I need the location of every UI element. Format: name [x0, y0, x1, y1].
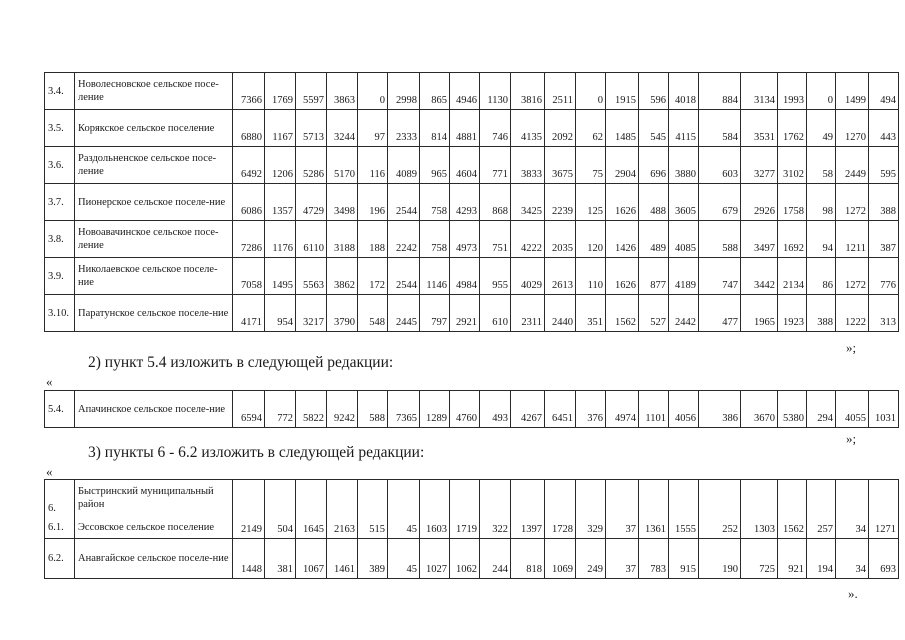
value-cell: 6451: [545, 391, 576, 428]
value-cell: 9242: [327, 391, 358, 428]
value-cell: 120: [576, 221, 606, 258]
value-cell: 3670: [741, 391, 778, 428]
value-cell: 110: [576, 258, 606, 295]
closing-quote: »;: [846, 431, 857, 446]
value-cell: 877: [639, 258, 669, 295]
value-cell: 504: [265, 517, 296, 539]
value-cell: 1485: [606, 110, 639, 147]
value-cell: 493: [480, 391, 511, 428]
value-cell: 58: [807, 147, 836, 184]
value-cell: 693: [869, 539, 899, 579]
value-cell: 386: [699, 391, 741, 428]
settlement-name: Корякское сельское поселение: [75, 110, 233, 147]
value-cell: 1270: [836, 110, 869, 147]
value-cell: 1062: [450, 539, 480, 579]
value-cell: 3217: [296, 295, 327, 332]
value-cell: 4056: [669, 391, 699, 428]
value-cell: 98: [807, 184, 836, 221]
value-cell: 4293: [450, 184, 480, 221]
value-cell: 1993: [778, 73, 807, 110]
value-cell: 2998: [388, 73, 420, 110]
value-cell: 1222: [836, 295, 869, 332]
value-cell: 4881: [450, 110, 480, 147]
value-cell: 1067: [296, 539, 327, 579]
value-cell: 747: [699, 258, 741, 295]
value-cell: 3833: [511, 147, 545, 184]
value-cell: 4604: [450, 147, 480, 184]
value-cell: 2149: [233, 517, 265, 539]
value-cell: 3497: [741, 221, 778, 258]
value-cell: 2926: [741, 184, 778, 221]
value-cell: 294: [807, 391, 836, 428]
value-cell: 2921: [450, 295, 480, 332]
value-cell: 1272: [836, 258, 869, 295]
value-cell: 3531: [741, 110, 778, 147]
paragraph-heading-3: 3) пункты 6 - 6.2 изложить в следующей редакции:: [88, 444, 425, 461]
row-number: 3.6.: [45, 147, 75, 184]
value-cell: 2333: [388, 110, 420, 147]
value-cell: 443: [869, 110, 899, 147]
value-cell: 610: [480, 295, 511, 332]
value-cell: 3880: [669, 147, 699, 184]
value-cell: 4029: [511, 258, 545, 295]
row-number: 6.2.: [45, 539, 75, 579]
value-cell: 1762: [778, 110, 807, 147]
value-cell: 116: [358, 147, 388, 184]
value-cell: 2311: [511, 295, 545, 332]
value-cell: 776: [869, 258, 899, 295]
value-cell: 5286: [296, 147, 327, 184]
value-cell: 1626: [606, 258, 639, 295]
value-cell: 1069: [545, 539, 576, 579]
value-cell: 548: [358, 295, 388, 332]
value-cell: 388: [869, 184, 899, 221]
value-cell: 376: [576, 391, 606, 428]
value-cell: 1146: [420, 258, 450, 295]
value-cell: 196: [358, 184, 388, 221]
value-cell: 489: [639, 221, 669, 258]
value-cell: 1965: [741, 295, 778, 332]
value-cell: 45: [388, 517, 420, 539]
row-number: 3.8.: [45, 221, 75, 258]
settlement-name: Анавгайское сельское поселе-ние: [75, 539, 233, 579]
value-cell: 3862: [327, 258, 358, 295]
table-row: [45, 480, 899, 517]
value-cell: 5713: [296, 110, 327, 147]
value-cell: 3605: [669, 184, 699, 221]
row-number: 3.4.: [45, 73, 75, 110]
value-cell: 6492: [233, 147, 265, 184]
table-row: [45, 184, 899, 221]
settlement-name: Паратунское сельское поселе-ние: [75, 295, 233, 332]
value-cell: 1562: [778, 517, 807, 539]
value-cell: 3188: [327, 221, 358, 258]
value-cell: 3277: [741, 147, 778, 184]
value-cell: 865: [420, 73, 450, 110]
value-cell: 751: [480, 221, 511, 258]
value-cell: 545: [639, 110, 669, 147]
value-cell: 1645: [296, 517, 327, 539]
value-cell: 7286: [233, 221, 265, 258]
value-cell: 1461: [327, 539, 358, 579]
value-cell: 746: [480, 110, 511, 147]
value-cell: 758: [420, 184, 450, 221]
value-cell: 1448: [233, 539, 265, 579]
value-cell: 1176: [265, 221, 296, 258]
value-cell: 5597: [296, 73, 327, 110]
value-cell: 257: [807, 517, 836, 539]
value-cell: 679: [699, 184, 741, 221]
value-cell: 4189: [669, 258, 699, 295]
settlement-name: Николаевское сельское поселе-ние: [75, 258, 233, 295]
row-number: 5.4.: [45, 391, 75, 428]
settlement-name: Новолесновское сельское посе-ление: [75, 73, 233, 110]
value-cell: 7366: [233, 73, 265, 110]
value-cell: 45: [388, 539, 420, 579]
value-cell: 34: [836, 539, 869, 579]
value-cell: 954: [265, 295, 296, 332]
value-cell: 4018: [669, 73, 699, 110]
value-cell: 190: [699, 539, 741, 579]
value-cell: 494: [869, 73, 899, 110]
value-cell: 4760: [450, 391, 480, 428]
value-cell: 1758: [778, 184, 807, 221]
value-cell: 603: [699, 147, 741, 184]
value-cell: 6594: [233, 391, 265, 428]
value-cell: 1130: [480, 73, 511, 110]
value-cell: 1562: [606, 295, 639, 332]
value-cell: 4171: [233, 295, 265, 332]
value-cell: 596: [639, 73, 669, 110]
value-cell: 527: [639, 295, 669, 332]
value-cell: 1271: [869, 517, 899, 539]
opening-quote: «: [46, 374, 53, 389]
value-cell: 75: [576, 147, 606, 184]
settlement-name: Апачинское сельское поселе-ние: [75, 391, 233, 428]
value-cell: 1915: [606, 73, 639, 110]
value-cell: 588: [358, 391, 388, 428]
value-cell: 2442: [669, 295, 699, 332]
table-row: [45, 147, 899, 184]
row-number: 6.: [45, 480, 75, 517]
value-cell: 1211: [836, 221, 869, 258]
value-cell: 97: [358, 110, 388, 147]
value-cell: 5170: [327, 147, 358, 184]
value-cell: 772: [265, 391, 296, 428]
value-cell: 1719: [450, 517, 480, 539]
table-row: [45, 517, 899, 539]
value-cell: 4973: [450, 221, 480, 258]
table-row: [45, 73, 899, 110]
value-cell: 94: [807, 221, 836, 258]
value-cell: 3102: [778, 147, 807, 184]
value-cell: 2440: [545, 295, 576, 332]
value-cell: 797: [420, 295, 450, 332]
value-cell: 1206: [265, 147, 296, 184]
paragraph-heading-2: 2) пункт 5.4 изложить в следующей редакции:: [88, 354, 394, 371]
value-cell: 3816: [511, 73, 545, 110]
value-cell: 86: [807, 258, 836, 295]
value-cell: 351: [576, 295, 606, 332]
value-cell: 1769: [265, 73, 296, 110]
settlement-name: Пионерское сельское поселе-ние: [75, 184, 233, 221]
value-cell: 588: [699, 221, 741, 258]
table-row: [45, 221, 899, 258]
value-cell: 4089: [388, 147, 420, 184]
value-cell: 3425: [511, 184, 545, 221]
value-cell: 3134: [741, 73, 778, 110]
value-cell: 1031: [869, 391, 899, 428]
value-cell: 4115: [669, 110, 699, 147]
value-cell: 3675: [545, 147, 576, 184]
value-cell: 188: [358, 221, 388, 258]
closing-quote: »;: [846, 340, 857, 355]
value-cell: 1272: [836, 184, 869, 221]
value-cell: 1167: [265, 110, 296, 147]
value-cell: 4135: [511, 110, 545, 147]
value-cell: 388: [807, 295, 836, 332]
value-cell: 329: [576, 517, 606, 539]
value-cell: 1101: [639, 391, 669, 428]
value-cell: 595: [869, 147, 899, 184]
value-cell: 758: [420, 221, 450, 258]
value-cell: 389: [358, 539, 388, 579]
value-cell: 3442: [741, 258, 778, 295]
settlement-name: Эссовское сельское поселение: [75, 517, 233, 539]
row-number: 3.10.: [45, 295, 75, 332]
row-number: 6.1.: [45, 517, 75, 539]
value-cell: 1728: [545, 517, 576, 539]
value-cell: 477: [699, 295, 741, 332]
value-cell: 4984: [450, 258, 480, 295]
settlements-table-section-6: [44, 479, 899, 579]
value-cell: 1397: [511, 517, 545, 539]
value-cell: 62: [576, 110, 606, 147]
value-cell: 7365: [388, 391, 420, 428]
district-name: Быстринский муниципальный район: [75, 480, 233, 517]
value-cell: 1289: [420, 391, 450, 428]
value-cell: 771: [480, 147, 511, 184]
value-cell: 4729: [296, 184, 327, 221]
value-cell: 2163: [327, 517, 358, 539]
value-cell: 249: [576, 539, 606, 579]
value-cell: 313: [869, 295, 899, 332]
value-cell: 915: [669, 539, 699, 579]
value-cell: 5380: [778, 391, 807, 428]
value-cell: 868: [480, 184, 511, 221]
value-cell: 381: [265, 539, 296, 579]
value-cell: 322: [480, 517, 511, 539]
value-cell: 2242: [388, 221, 420, 258]
value-cell: 884: [699, 73, 741, 110]
value-cell: 965: [420, 147, 450, 184]
value-cell: 2544: [388, 258, 420, 295]
value-cell: 4946: [450, 73, 480, 110]
value-cell: 2445: [388, 295, 420, 332]
value-cell: 1603: [420, 517, 450, 539]
settlement-name: Новоавачинское сельское посе-ление: [75, 221, 233, 258]
value-cell: 1361: [639, 517, 669, 539]
value-cell: 1426: [606, 221, 639, 258]
value-cell: 1626: [606, 184, 639, 221]
value-cell: 2544: [388, 184, 420, 221]
settlements-table-section-5: [44, 390, 899, 428]
value-cell: 3790: [327, 295, 358, 332]
value-cell: 2092: [545, 110, 576, 147]
value-cell: 921: [778, 539, 807, 579]
value-cell: 1923: [778, 295, 807, 332]
settlement-name: Раздольненское сельское посе-ление: [75, 147, 233, 184]
value-cell: 955: [480, 258, 511, 295]
value-cell: 1357: [265, 184, 296, 221]
value-cell: 3863: [327, 73, 358, 110]
table-row: [45, 110, 899, 147]
value-cell: 814: [420, 110, 450, 147]
value-cell: 172: [358, 258, 388, 295]
value-cell: 252: [699, 517, 741, 539]
opening-quote: «: [46, 464, 53, 479]
table-row: [45, 391, 899, 428]
row-number: 3.7.: [45, 184, 75, 221]
value-cell: 4267: [511, 391, 545, 428]
value-cell: 783: [639, 539, 669, 579]
value-cell: 387: [869, 221, 899, 258]
value-cell: 6880: [233, 110, 265, 147]
table-row: [45, 539, 899, 579]
value-cell: 2613: [545, 258, 576, 295]
value-cell: 0: [358, 73, 388, 110]
value-cell: 4055: [836, 391, 869, 428]
value-cell: 4085: [669, 221, 699, 258]
value-cell: 584: [699, 110, 741, 147]
value-cell: 3244: [327, 110, 358, 147]
value-cell: 1495: [265, 258, 296, 295]
value-cell: 34: [836, 517, 869, 539]
value-cell: 194: [807, 539, 836, 579]
value-cell: 125: [576, 184, 606, 221]
value-cell: 2239: [545, 184, 576, 221]
value-cell: 6086: [233, 184, 265, 221]
value-cell: 725: [741, 539, 778, 579]
value-cell: 37: [606, 517, 639, 539]
value-cell: 4222: [511, 221, 545, 258]
value-cell: 37: [606, 539, 639, 579]
value-cell: 7058: [233, 258, 265, 295]
value-cell: 2904: [606, 147, 639, 184]
value-cell: 1499: [836, 73, 869, 110]
table-row: [45, 258, 899, 295]
value-cell: 515: [358, 517, 388, 539]
value-cell: 3498: [327, 184, 358, 221]
value-cell: 244: [480, 539, 511, 579]
value-cell: 2134: [778, 258, 807, 295]
value-cell: 2449: [836, 147, 869, 184]
closing-quote: ».: [848, 586, 858, 601]
value-cell: 0: [807, 73, 836, 110]
settlements-table-section-3: [44, 72, 899, 332]
value-cell: 1555: [669, 517, 699, 539]
value-cell: 4974: [606, 391, 639, 428]
value-cell: 696: [639, 147, 669, 184]
value-cell: 2511: [545, 73, 576, 110]
value-cell: 49: [807, 110, 836, 147]
table-row: [45, 295, 899, 332]
value-cell: 1692: [778, 221, 807, 258]
value-cell: 1303: [741, 517, 778, 539]
value-cell: 488: [639, 184, 669, 221]
value-cell: 5563: [296, 258, 327, 295]
value-cell: 1027: [420, 539, 450, 579]
value-cell: 5822: [296, 391, 327, 428]
value-cell: 0: [576, 73, 606, 110]
value-cell: 6110: [296, 221, 327, 258]
value-cell: 2035: [545, 221, 576, 258]
row-number: 3.5.: [45, 110, 75, 147]
value-cell: 818: [511, 539, 545, 579]
row-number: 3.9.: [45, 258, 75, 295]
